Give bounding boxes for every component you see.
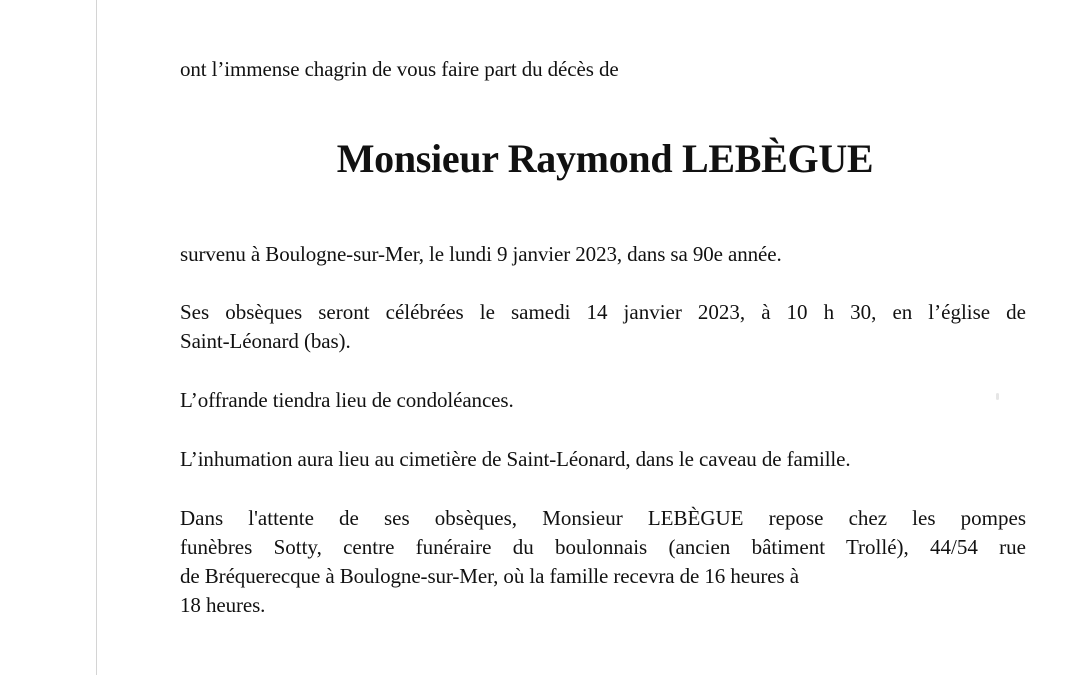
- viewing-line-1: Dans l'attente de ses obsèques, Monsieur LEBÈGUE repose chez les pompes: [180, 506, 1026, 530]
- funeral-text-line-2: Saint-Léonard (bas).: [180, 329, 351, 353]
- viewing-line-2: funèbres Sotty, centre funéraire du boulonnais (ancien bâtiment Trollé), 44/54 rue: [180, 535, 1026, 559]
- funeral-text-line-1: [180, 298, 1026, 327]
- funeral-line-1: Ses obsèques seront célébrées le samedi 14 janvier 2023, à 10 h 30, en l’église de: [180, 300, 1026, 324]
- offering-text: L’offrande tiendra lieu de condoléances.: [180, 388, 514, 412]
- viewing-text-line-3: de Bréquerecque à Boulogne-sur-Mer, où la famille recevra de 16 heures à: [180, 564, 799, 588]
- deceased-name-heading: Monsieur Raymond LEBÈGUE: [336, 136, 874, 181]
- page-edge-line: [96, 0, 97, 675]
- burial-text: L’inhumation aura lieu au cimetière de Saint-Léonard, dans le caveau de famille.: [180, 447, 851, 471]
- viewing-text-line-2: [180, 533, 1026, 562]
- death-notice-text: survenu à Boulogne-sur-Mer, le lundi 9 janvier 2023, dans sa 90e année.: [180, 242, 782, 266]
- viewing-text-line-1: [180, 504, 1026, 533]
- scan-artifact: [996, 393, 999, 400]
- intro-text: ont l’immense chagrin de vous faire part du décès de: [180, 57, 619, 81]
- viewing-text-line-4: 18 heures.: [180, 593, 266, 617]
